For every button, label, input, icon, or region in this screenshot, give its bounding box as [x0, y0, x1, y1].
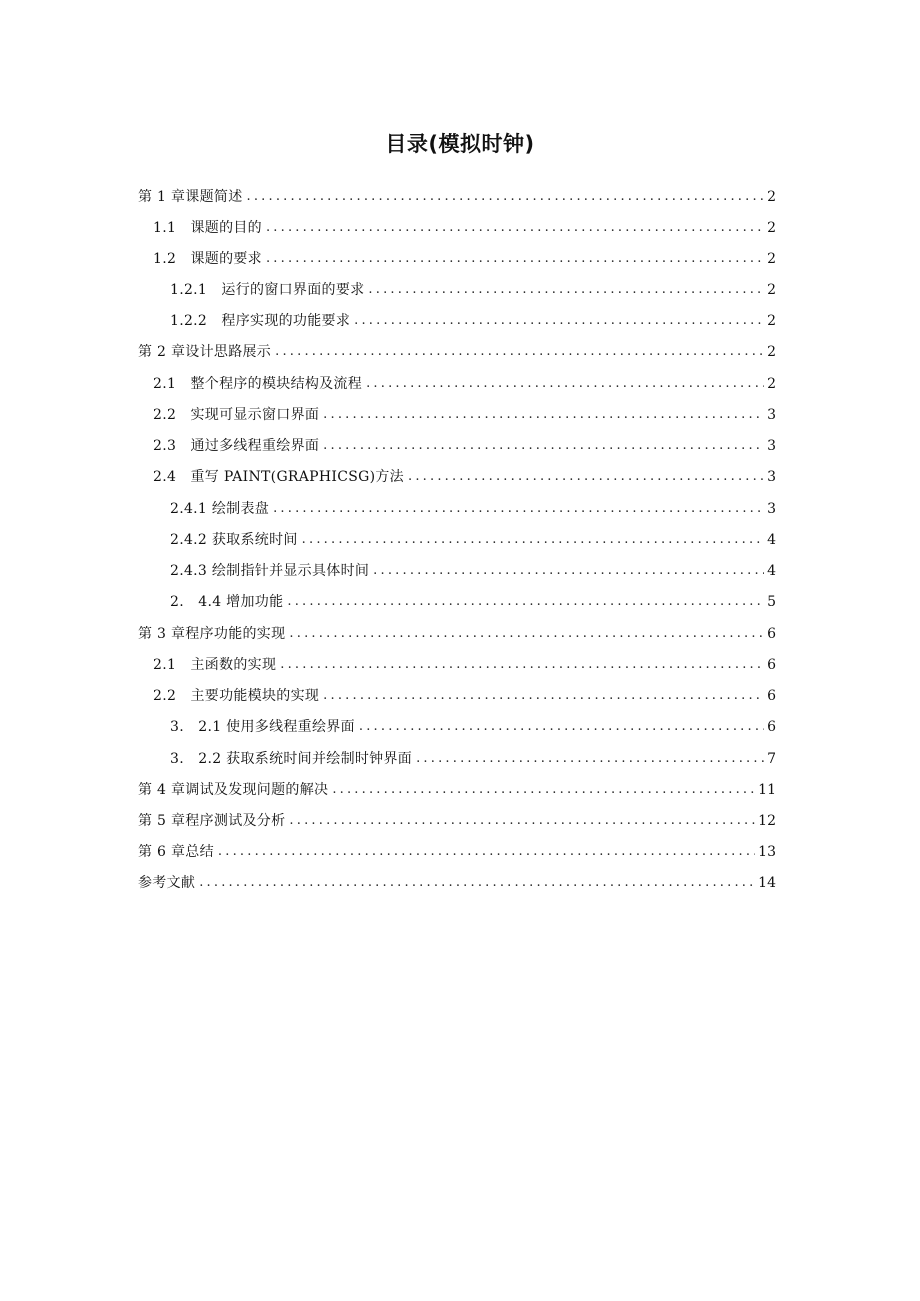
- toc-entry-1-2-2[interactable]: [170, 308, 776, 330]
- dot-leader: [323, 406, 764, 424]
- toc-entry-label: 第 4 章调试及发现问题的解决: [138, 782, 329, 798]
- toc-entry-label: 2.2 实现可显示窗口界面: [153, 407, 320, 423]
- dot-leader: [359, 718, 764, 736]
- toc-entry-chapter-1[interactable]: [138, 184, 776, 206]
- toc-page-number: 12: [758, 813, 776, 829]
- toc-entry-label: 2.4.1 绘制表盘: [170, 501, 270, 517]
- toc-entry-label: 第 3 章程序功能的实现: [138, 626, 286, 642]
- toc-entry-2-4-3[interactable]: [170, 558, 776, 580]
- toc-page-number: 2: [767, 282, 776, 298]
- dot-leader: [302, 531, 764, 549]
- toc-entry-label: 3. 2.2 获取系统时间并绘制时钟界面: [170, 751, 413, 767]
- toc-entry-chapter-3[interactable]: [138, 621, 776, 643]
- dot-leader: [289, 625, 764, 643]
- toc-page-number: 6: [767, 657, 776, 673]
- toc-page-number: 3: [767, 407, 776, 423]
- toc-entry-3-2[interactable]: [153, 683, 776, 705]
- toc-page-number: 7: [767, 751, 776, 767]
- dot-leader: [323, 437, 764, 455]
- toc-entry-2-4-1[interactable]: [170, 496, 776, 518]
- toc-entry-label: 2.4.2 获取系统时间: [170, 532, 298, 548]
- toc-page-number: 2: [767, 376, 776, 392]
- dot-leader: [366, 375, 764, 393]
- toc-page-number: 2: [767, 189, 776, 205]
- toc-page-number: 14: [758, 875, 776, 891]
- toc-entry-1-2[interactable]: [153, 246, 776, 268]
- toc-entry-3-1[interactable]: [153, 652, 776, 674]
- toc-entry-label: 2.1 主函数的实现: [153, 657, 277, 673]
- toc-entry-chapter-4[interactable]: [138, 777, 776, 799]
- dot-leader: [280, 656, 764, 674]
- toc-page-number: 11: [758, 782, 776, 798]
- toc-entry-label: 第 6 章总结: [138, 844, 214, 860]
- dot-leader: [287, 593, 764, 611]
- dot-leader: [275, 343, 764, 361]
- toc-entry-label: 2.4.3 绘制指针并显示具体时间: [170, 563, 370, 579]
- toc-entry-label: 1.2.2 程序实现的功能要求: [170, 313, 351, 329]
- toc-entry-chapter-6[interactable]: [138, 839, 776, 861]
- toc-entry-label: 1.1 课题的目的: [153, 220, 262, 236]
- dot-leader: [354, 312, 764, 330]
- page-title: 目录(模拟时钟): [385, 132, 535, 156]
- toc-entry-label: 1.2 课题的要求: [153, 251, 262, 267]
- toc-entry-2-1[interactable]: [153, 371, 776, 393]
- toc-page-number: 4: [767, 563, 776, 579]
- toc-entry-label: 第 1 章课题简述: [138, 189, 243, 205]
- dot-leader: [332, 781, 755, 799]
- toc-page-number: 2: [767, 251, 776, 267]
- toc-entry-1-2-1[interactable]: [170, 277, 776, 299]
- toc-page-number: 3: [767, 501, 776, 517]
- toc-page-number: 13: [758, 844, 776, 860]
- dot-leader: [416, 750, 764, 768]
- toc-page-number: 6: [767, 719, 776, 735]
- toc-entry-label: 2. 4.4 增加功能: [170, 594, 284, 610]
- toc-entry-references[interactable]: [138, 870, 776, 892]
- toc-entry-2-2[interactable]: [153, 402, 776, 424]
- toc-entry-2-4[interactable]: [153, 464, 776, 486]
- dot-leader: [323, 687, 764, 705]
- dot-leader: [199, 874, 755, 892]
- toc-page-number: 3: [767, 438, 776, 454]
- toc-entry-3-2-2[interactable]: [170, 746, 776, 768]
- dot-leader: [368, 281, 764, 299]
- toc-page-number: 6: [767, 688, 776, 704]
- toc-entry-label: 3. 2.1 使用多线程重绘界面: [170, 719, 355, 735]
- dot-leader: [218, 843, 755, 861]
- toc-entry-label: 2.1 整个程序的模块结构及流程: [153, 376, 363, 392]
- toc-page-number: 2: [767, 220, 776, 236]
- dot-leader: [266, 250, 764, 268]
- toc-entry-1-1[interactable]: [153, 215, 776, 237]
- toc-entry-2-4-4[interactable]: [170, 589, 776, 611]
- toc-page-number: 6: [767, 626, 776, 642]
- toc-entry-2-4-2[interactable]: [170, 527, 776, 549]
- dot-leader: [247, 188, 765, 206]
- toc-entry-label: 参考文献: [138, 875, 196, 891]
- toc-page-number: 4: [767, 532, 776, 548]
- toc-page-number: 2: [767, 344, 776, 360]
- toc-entry-label: 第 2 章设计思路展示: [138, 344, 272, 360]
- dot-leader: [373, 562, 764, 580]
- toc-entry-2-3[interactable]: [153, 433, 776, 455]
- dot-leader: [289, 812, 755, 830]
- toc-entry-3-2-1[interactable]: [170, 714, 776, 736]
- toc-entry-label: 2.4 重写 PAINT(GRAPHICSG)方法: [153, 469, 404, 485]
- dot-leader: [273, 500, 764, 518]
- toc-entry-label: 1.2.1 运行的窗口界面的要求: [170, 282, 365, 298]
- toc-page-number: 2: [767, 313, 776, 329]
- toc-entry-chapter-5[interactable]: [138, 808, 776, 830]
- toc-entry-label: 2.3 通过多线程重绘界面: [153, 438, 320, 454]
- dot-leader: [266, 219, 764, 237]
- toc-entry-chapter-2[interactable]: [138, 339, 776, 361]
- toc-entry-label: 第 5 章程序测试及分析: [138, 813, 286, 829]
- toc-entry-label: 2.2 主要功能模块的实现: [153, 688, 320, 704]
- toc-page-number: 5: [767, 594, 776, 610]
- toc-page-number: 3: [767, 469, 776, 485]
- dot-leader: [408, 468, 764, 486]
